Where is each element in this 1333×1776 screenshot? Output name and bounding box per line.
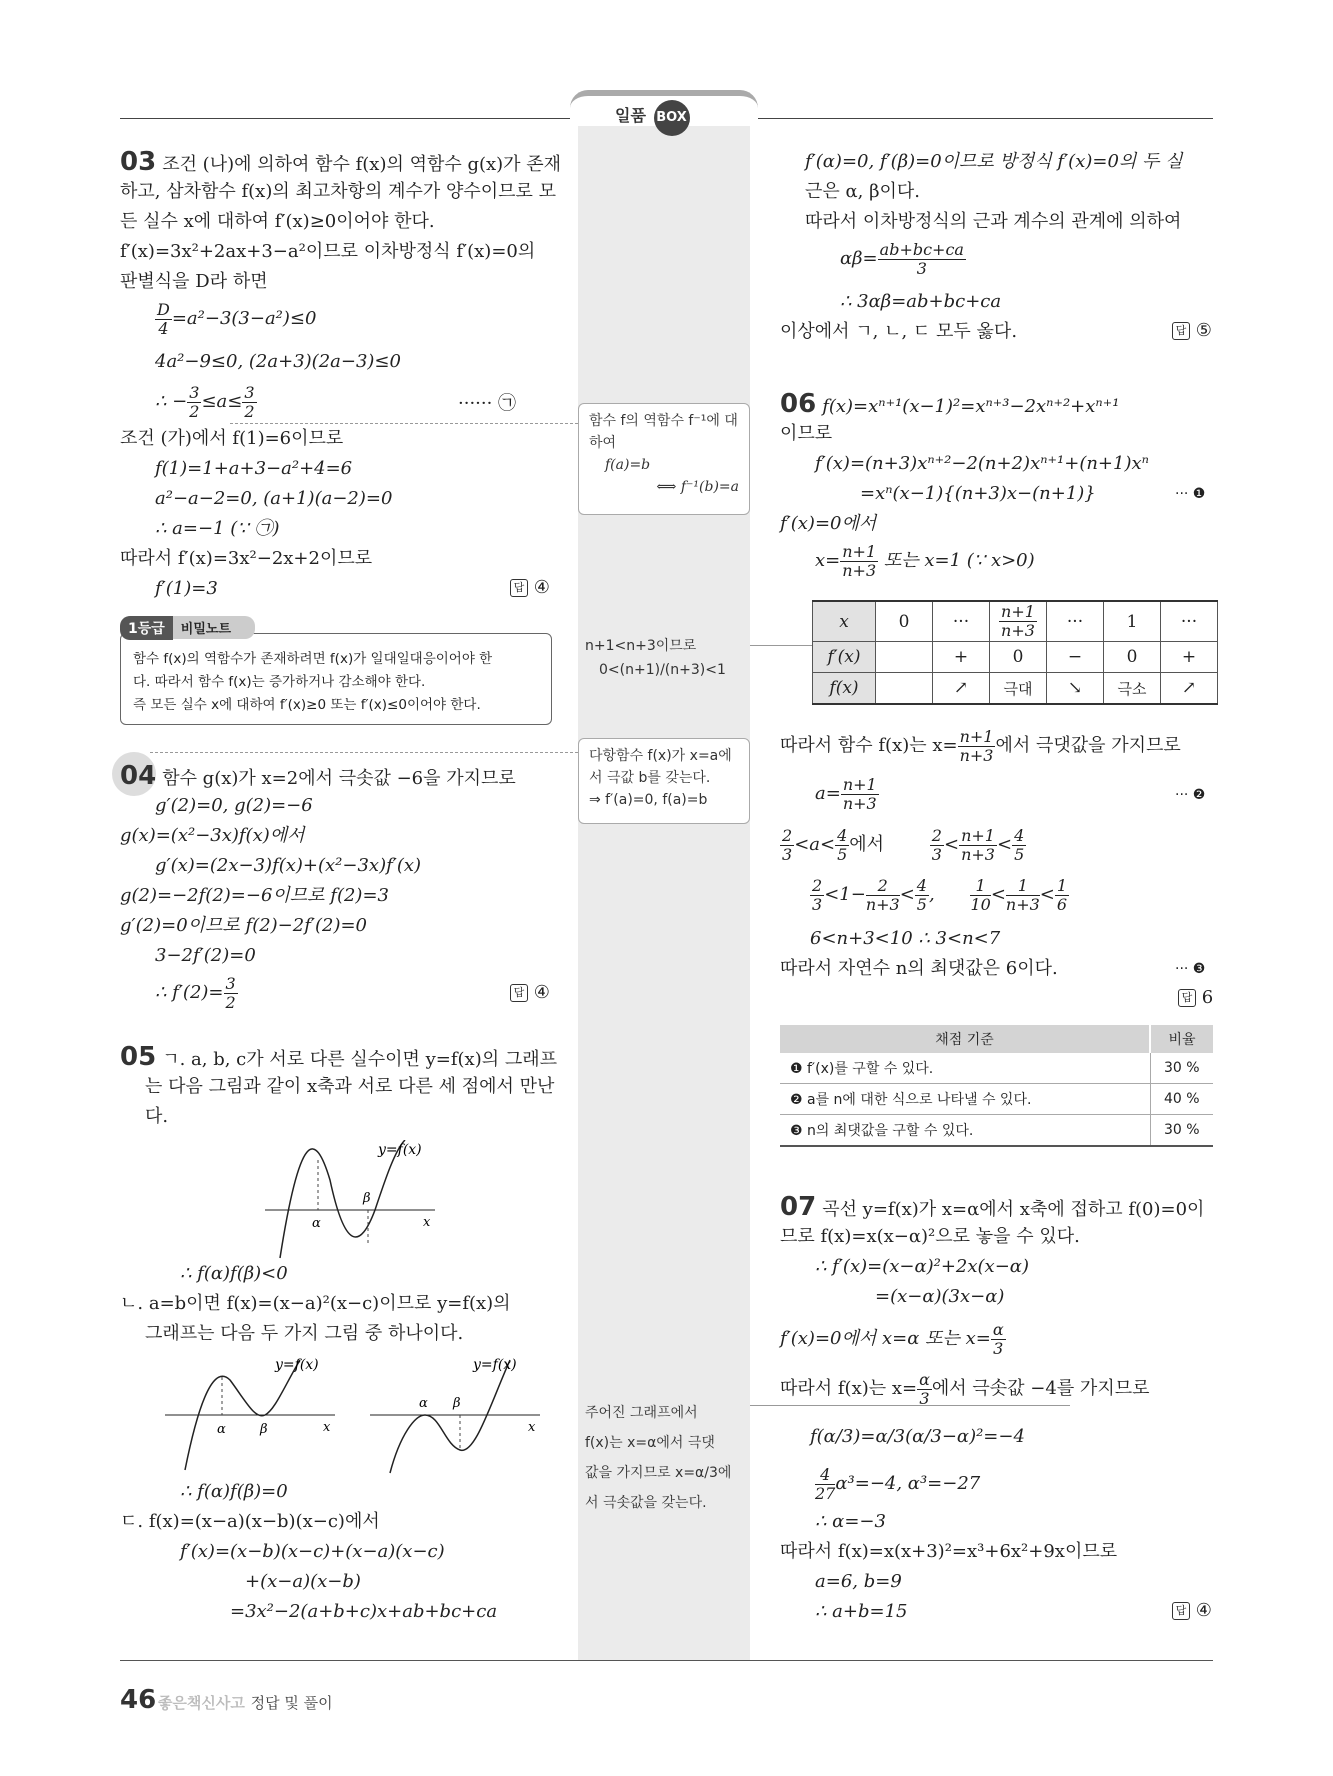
variation-table: x 0 ··· $\frac{n+1}{n+3}$ ··· 1 ··· f′(x) + 0 − 0 + f(x) ↗ 극대 ↘ 극소 ↗ xyxy=(812,600,1218,705)
connector-line xyxy=(230,423,578,424)
footer-title: 정답 및 풀이 xyxy=(250,1694,333,1712)
footer xyxy=(120,1685,333,1715)
note-heading xyxy=(120,616,255,640)
answer-06: 답 6 xyxy=(1178,987,1213,1008)
answer-mark: 답 xyxy=(1178,989,1196,1007)
question-number: 03 xyxy=(120,147,157,177)
secret-note: 함수 f(x)의 역함수가 존재하려면 f(x)가 일대일대응이어야 한 다. 따라서 함수 f(x)는 증가하거나 감소해야 한다. 즉 모든 실수 x에 대하여 f′(x)≥0 또는 f′(x)≤0이어야 한다. xyxy=(120,633,552,725)
beta-label: β xyxy=(260,1422,268,1437)
eq-discriminant: $\frac{D}{4}$ =a²−3(3−a²)≤0 xyxy=(157,299,317,338)
question-number: 05 xyxy=(120,1042,157,1072)
answer-07: 답 ④ xyxy=(1172,1600,1212,1621)
alpha-label: α xyxy=(217,1422,226,1437)
question-number: 06 xyxy=(780,389,817,419)
answer-mark: 답 xyxy=(1172,1602,1190,1620)
eq-a: a= $\frac{n+1}{n+3}$ xyxy=(815,774,877,813)
variation-table-wrap xyxy=(812,600,1218,705)
eq-alpha-cube: $\frac{4}{27}$ α³=−4, α³=−27 xyxy=(815,1464,981,1503)
eq-result: ∴ f′(2)= $\frac{3}{2}$ xyxy=(155,973,236,1012)
question-number: 04 xyxy=(120,761,157,791)
eq-local-min: 따라서 f(x)는 x= $\frac{\alpha}{3}$ 에서 극솟값 −4를 가지므로 xyxy=(780,1369,1150,1408)
page-number: 46 xyxy=(120,1685,157,1715)
answer-03: 답 ④ xyxy=(510,577,550,598)
eq-critical: f′(x)=0에서 x=α 또는 x= $\frac{\alpha}{3}$ xyxy=(780,1319,1004,1358)
connector-line xyxy=(750,645,812,646)
eq-roots: x= $\frac{n+1}{n+3}$ 또는 x=1 (∵ x>0) xyxy=(815,541,1035,580)
answer-mark: 답 xyxy=(510,984,528,1002)
beta-label: β xyxy=(453,1396,461,1411)
x-axis-label: x xyxy=(423,1215,431,1230)
cubic-graph-double-root-low xyxy=(160,1355,340,1475)
box-badge: BOX xyxy=(654,100,690,136)
answer-04: 답 ④ xyxy=(510,982,550,1003)
graph-label: y=f(x) xyxy=(275,1357,319,1373)
answer-mark: 답 xyxy=(510,579,528,597)
critical-point-cell: $\frac{n+1}{n+3}$ xyxy=(990,601,1047,642)
side-note-inverse: 함수 f의 역함수 f⁻¹에 대 하여 f(a)=b ⟺ f⁻¹(b)=a xyxy=(578,403,750,515)
cubic-graph-three-roots xyxy=(260,1140,440,1260)
x-axis-label: x xyxy=(528,1420,536,1435)
eq-inequality-1: $\frac{2}{3}$ <a< $\frac{4}{5}$ 에서 $\frac{2}{3}$ < $\frac{n+1}{n+3}$ < $\frac{4}{5}$ xyxy=(782,825,1025,864)
answer-05: 답 ⑤ xyxy=(1172,320,1212,341)
graph-label: y=f(x) xyxy=(473,1357,517,1373)
side-note-graph: 주어진 그래프에서 f(x)는 x=α에서 극댓 값을 가지므로 x=α/3에 서 극솟값을 갖는다. xyxy=(585,1405,732,1511)
eq-vieta: αβ= $\frac{ab+bc+ca}{3}$ xyxy=(840,239,964,278)
question-number: 07 xyxy=(780,1192,817,1222)
eq-inequality-2: $\frac{2}{3}$ <1− $\frac{2}{n+3}$ < $\frac{4}{5}$ , $\frac{1}{10}$ < $\frac{1}{n+3}$ < $\frac{1}{6}$ xyxy=(812,875,1068,914)
grading-table: 채점 기준 비율 ❶ f′(x)를 구할 수 있다. 30 % ❷ a를 n에 대한 식으로 나타낼 수 있다. 40 % ❸ n의 최댓값을 구할 수 있다. 30 % xyxy=(780,1025,1213,1147)
side-note-extremum: 다항함수 f(x)가 x=a에 서 극값 b를 갖는다. ⇒ f′(a)=0, f(a)=b xyxy=(578,738,750,824)
grade-badge: 1등급 xyxy=(120,616,173,640)
eq-range: ∴ − $\frac{3}{2}$ ≤a≤ $\frac{3}{2}$ xyxy=(155,382,255,421)
alpha-label: α xyxy=(419,1396,428,1411)
cubic-graph-double-root-high xyxy=(365,1355,545,1475)
note-title: 비밀노트 xyxy=(173,616,255,639)
beta-label: β xyxy=(363,1191,371,1206)
graph-label: y=f(x) xyxy=(378,1142,422,1158)
alpha-label: α xyxy=(312,1216,321,1231)
answer-mark: 답 xyxy=(1172,322,1190,340)
footer-publisher: 좋은책신사고 xyxy=(157,1694,245,1712)
side-note-inequality: n+1<n+3이므로 0<(n+1)/(n+3)<1 xyxy=(585,638,726,678)
header-label: 일품 BOX xyxy=(615,100,690,136)
connector-line xyxy=(150,752,578,753)
footer-rule xyxy=(120,1660,1213,1661)
grading-table-wrap xyxy=(780,1025,1213,1147)
eq-local-max: 따라서 함수 f(x)는 x= $\frac{n+1}{n+3}$ 에서 극댓값을 가지므로 xyxy=(780,726,1181,765)
x-axis-label: x xyxy=(323,1420,331,1435)
